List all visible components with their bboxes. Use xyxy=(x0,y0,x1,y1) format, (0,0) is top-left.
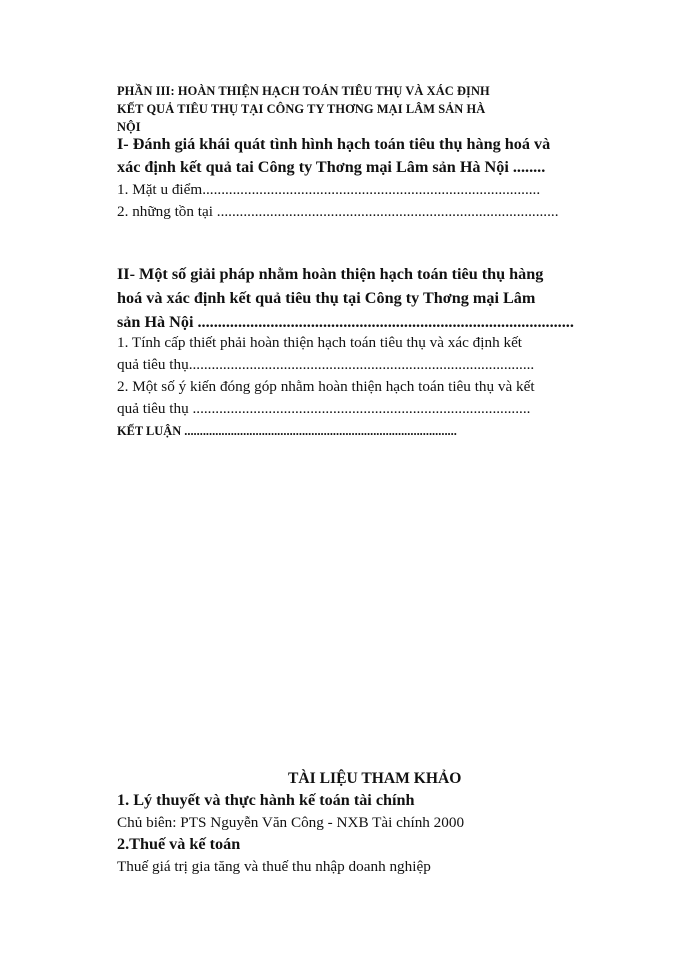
reference-2-detail: Thuế giá trị gia tăng và thuế thu nhập doanh nghiệp xyxy=(117,858,431,875)
reference-1-title: 1. Lý thuyết và thực hành kế toán tài chính xyxy=(117,791,415,809)
section-1-item-1: 1. Mặt u điểm......................................................................................... xyxy=(117,181,541,198)
section-1-item-2: 2. những tồn tại .......................................................................................... xyxy=(117,203,559,220)
reference-2-title: 2.Thuế và kế toán xyxy=(117,835,241,853)
part-title-line-2: KẾT QUẢ TIÊU THỤ TẠI CÔNG TY THƠNG MẠI LÂM SẢN HÀ xyxy=(117,102,486,116)
part-title-line-3: NỘI xyxy=(117,120,141,134)
section-2-item-2-line-1: 2. Một số ý kiến đóng góp nhằm hoàn thiện hạch toán tiêu thụ và kết xyxy=(117,378,535,395)
references-heading: TÀI LIỆU THAM KHẢO xyxy=(288,770,462,787)
part-title-line-1: PHẦN III: HOÀN THIỆN HẠCH TOÁN TIÊU THỤ VÀ XÁC ĐỊNH xyxy=(117,84,490,98)
section-2-title-line-1: II- Một số giải pháp nhằm hoàn thiện hạch toán tiêu thụ hàng xyxy=(117,265,544,283)
section-2-title-line-3: sản Hà Nội ............................................................................................. xyxy=(117,313,574,331)
section-2-title-line-2: hoá và xác định kết quả tiêu thụ tại Công ty Thơng mại Lâm xyxy=(117,289,536,307)
reference-1-detail: Chủ biên: PTS Nguyễn Văn Công - NXB Tài chính 2000 xyxy=(117,814,465,831)
conclusion-entry: KẾT LUẬN ........................................................................................ xyxy=(117,424,457,438)
section-2-item-1-line-2: quả tiêu thụ........................................................................................... xyxy=(117,356,535,373)
section-1-title-line-1: I- Đánh giá khái quát tình hình hạch toán tiêu thụ hàng hoá và xyxy=(117,135,551,153)
section-2-item-1-line-1: 1. Tính cấp thiết phải hoàn thiện hạch toán tiêu thụ và xác định kết xyxy=(117,334,523,351)
section-1-title-line-2: xác định kết quả tai Công ty Thơng mại Lâm sản Hà Nội ........ xyxy=(117,158,546,176)
section-2-item-2-line-2: quả tiêu thụ ......................................................................................... xyxy=(117,400,531,417)
